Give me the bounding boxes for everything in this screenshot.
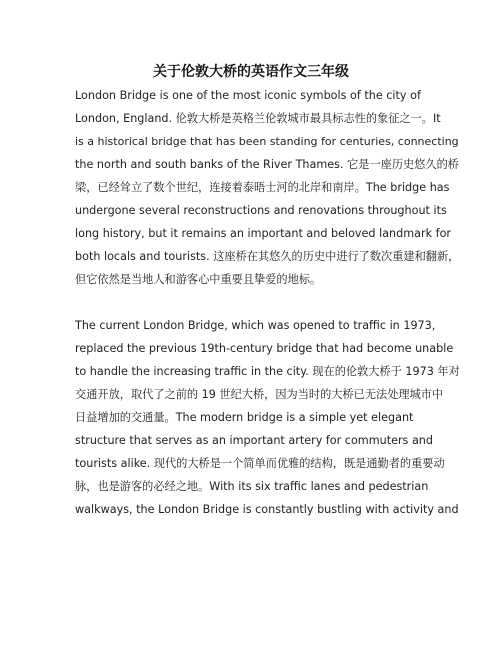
paragraph-1-line-1: London Bridge is one of the most iconic symbols of the city of [75,89,421,102]
paragraph-2-line-1: The current London Bridge, which was opened to traffic in 1973, [75,319,436,332]
paragraph-1-line-8: both locals and tourists. 这座桥在其悠久的历史中进行了数次重建和翻新， [75,250,460,263]
paragraph-1-line-4: the north and south banks of the River Thames. 它是一座历史悠久的桥 [75,158,459,171]
paragraph-2-line-2: replaced the previous 19th-century bridge that had become unable [75,342,454,355]
paragraph-2-line-6: structure that serves as an important artery for commuters and [75,434,433,447]
paragraph-2-line-4: 交通开放，取代了之前的 19 世纪大桥，因为当时的大桥已无法处理城市中 [75,388,444,401]
paragraph-2-line-7: tourists alike. 现代的大桥是一个简单而优雅的结构，既是通勤者的重要动 [75,457,445,470]
paragraph-1-line-7: long history, but it remains an important and beloved landmark for [75,227,452,240]
paragraph-1-line-9: 但它依然是当地人和游客心中重要且挚爱的地标。 [75,273,322,286]
paragraph-2-line-5: 日益增加的交通量。The modern bridge is a simple yet elegant [75,411,414,424]
paragraph-2-line-8: 脉，也是游客的必经之地。With its six traffic lanes and pedestrian [75,480,429,493]
paragraph-1-line-3: is a historical bridge that has been standing for centuries, connecting [75,135,459,148]
paragraph-1-line-6: undergone several reconstructions and renovations throughout its [75,204,447,217]
paragraph-2-line-3: to handle the increasing traffic in the city. 现在的伦敦大桥于 1973 年对 [75,365,460,378]
paragraph-1-line-2: London, England. 伦敦大桥是英格兰伦敦城市最具标志性的象征之一。It [75,112,441,125]
document-title: 关于伦敦大桥的英语作文三年级 [153,64,349,80]
paragraph-2-line-9: walkways, the London Bridge is constantly bustling with activity and [75,503,459,516]
paragraph-1-line-5: 梁，已经耸立了数个世纪，连接着泰晤士河的北岸和南岸。The bridge has [75,181,450,194]
